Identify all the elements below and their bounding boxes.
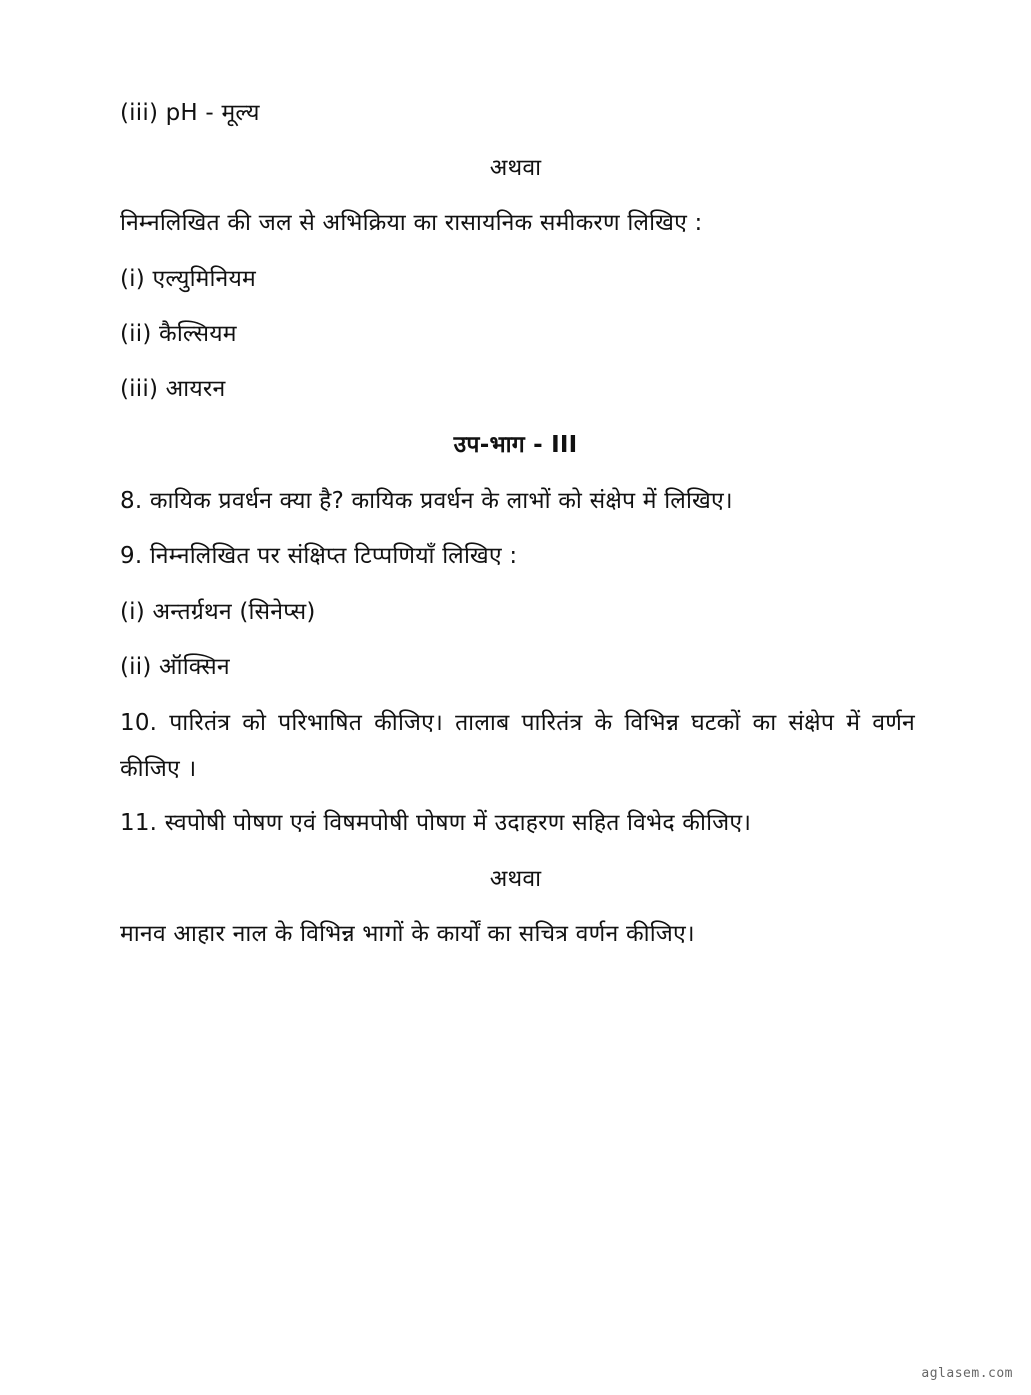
question-9-part-i: (i) अन्तर्ग्रथन (सिनेप्स) [120, 599, 316, 625]
site-watermark: aglasem.com [921, 1366, 1013, 1381]
option-iii-ph-value: (iii) pH - मूल्य [120, 100, 260, 126]
option-i-aluminium: (i) एल्युमिनियम [120, 266, 256, 292]
question-11: 11. स्वपोषी पोषण एवं विषमपोषी पोषण में उदाहरण सहित विभेद कीजिए। [120, 810, 752, 836]
question-10: 10. पारितंत्र को परिभाषित कीजिए। तालाब पारितंत्र के विभिन्न घटकों का संक्षेप में वर्णन कीजिए । [120, 710, 915, 782]
or-separator-2: अथवा [489, 866, 542, 892]
question-11-alternative: मानव आहार नाल के विभिन्न भागों के कार्यों का सचित्र वर्णन कीजिए। [120, 921, 695, 947]
question-instruction: निम्नलिखित की जल से अभिक्रिया का रासायनिक समीकरण लिखिए : [120, 210, 703, 236]
question-9: 9. निम्नलिखित पर संक्षिप्त टिप्पणियाँ लिखिए : [120, 543, 518, 569]
option-iii-iron: (iii) आयरन [120, 376, 226, 402]
or-separator: अथवा [489, 155, 542, 181]
section-heading: उप-भाग - III [453, 432, 578, 458]
question-8: 8. कायिक प्रवर्धन क्या है? कायिक प्रवर्धन के लाभों को संक्षेप में लिखिए। [120, 488, 733, 514]
option-ii-calcium: (ii) कैल्सियम [120, 321, 237, 347]
question-9-part-ii: (ii) ऑक्सिन [120, 654, 230, 680]
